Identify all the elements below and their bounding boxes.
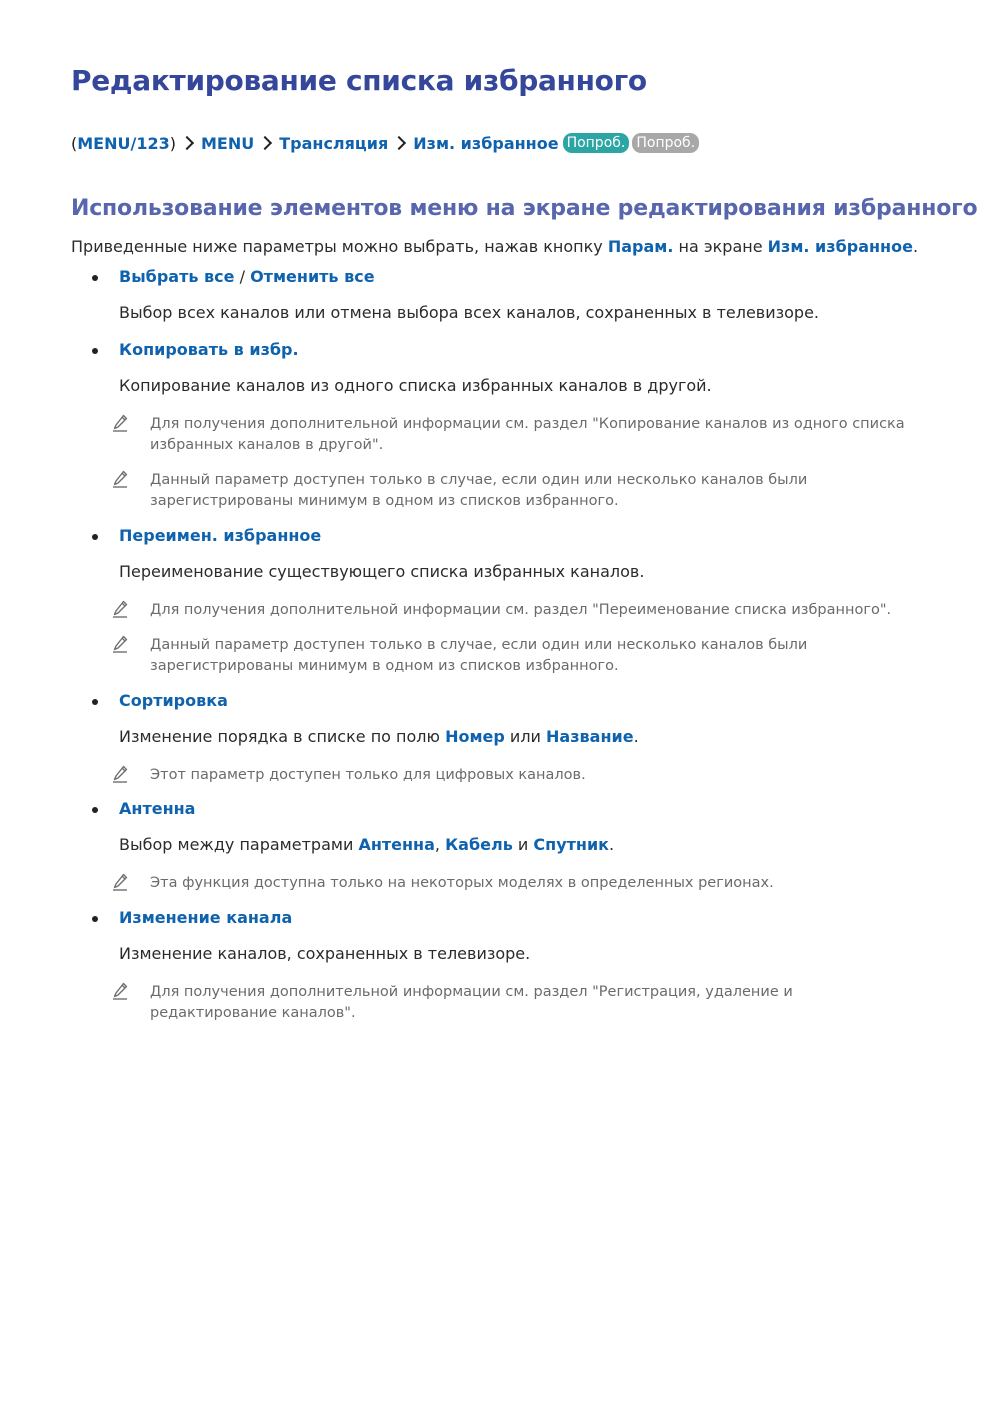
item-edit-channel-note-1: Для получения дополнительной информации см. раздел "Регистрация, удаление и редактирование каналов".: [150, 984, 793, 1021]
path-open-paren: (: [71, 133, 78, 153]
menu-path: [71, 133, 699, 153]
item-select-all-desc: Выбор всех каналов или отмена выбора всех каналов, сохраненных в телевизоре.: [119, 303, 820, 322]
pencil-note-icon: [112, 600, 128, 618]
pencil-note-icon: [112, 873, 128, 891]
item-rename-label: Переимен. избранное: [119, 526, 322, 545]
item-select-all-label: Выбрать все / Отменить все: [119, 267, 375, 286]
path-menu: MENU: [200, 133, 255, 153]
item-sort-note-1: Этот параметр доступен только для цифровых каналов.: [150, 767, 586, 783]
item-copy-note-1: Для получения дополнительной информации см. раздел "Копирование каналов из одного списка избранных каналов в другой".: [150, 416, 905, 453]
path-broadcast: Трансляция: [279, 133, 389, 153]
chevron-right-icon: [180, 136, 194, 150]
try-now-button[interactable]: Попроб.: [563, 133, 630, 153]
item-copy-desc: Копирование каналов из одного списка избранных каналов в другой.: [119, 376, 712, 395]
edit-favorites-keyword: Изм. избранное: [767, 237, 913, 256]
pencil-note-icon: [112, 635, 128, 653]
bullet-icon: [92, 807, 98, 813]
satellite-keyword: Спутник: [533, 835, 610, 854]
intro-paragraph: Приведенные ниже параметры можно выбрать, нажав кнопку Парам. на экране Изм. избранное.: [71, 237, 919, 256]
pencil-note-icon: [112, 765, 128, 783]
antenna-keyword: Антенна: [358, 835, 435, 854]
section-title: Использование элементов меню на экране редактирования избранного: [71, 196, 978, 221]
bullet-icon: [92, 916, 98, 922]
item-copy-note-2: Данный параметр доступен только в случае, если один или несколько каналов были зарегистрированы минимум в одном из списков избранного.: [150, 472, 808, 509]
item-sort-desc: Изменение порядка в списке по полю Номер или Название.: [119, 727, 639, 746]
item-rename-desc: Переименование существующего списка избранных каналов.: [119, 562, 645, 581]
item-rename-note-2: Данный параметр доступен только в случае, если один или несколько каналов были зарегистрированы минимум в одном из списков избранного.: [150, 637, 808, 674]
path-close-paren: ): [169, 133, 176, 153]
pencil-note-icon: [112, 982, 128, 1000]
bullet-icon: [92, 348, 98, 354]
item-rename-note-1: Для получения дополнительной информации см. раздел "Переименование списка избранного".: [150, 602, 892, 618]
path-edit-favorites: Изм. избранное: [413, 133, 559, 153]
item-edit-channel-desc: Изменение каналов, сохраненных в телевизоре.: [119, 944, 531, 963]
options-keyword: Парам.: [607, 237, 674, 256]
item-antenna-label: Антенна: [119, 799, 196, 818]
page-title: Редактирование списка избранного: [71, 64, 647, 97]
bullet-icon: [92, 534, 98, 540]
cable-keyword: Кабель: [445, 835, 513, 854]
item-copy-label: Копировать в избр.: [119, 340, 299, 359]
bullet-icon: [92, 699, 98, 705]
try-now-button-disabled[interactable]: Попроб.: [632, 133, 699, 153]
path-menu123: MENU/123: [77, 133, 170, 153]
item-antenna-note-1: Эта функция доступна только на некоторых моделях в определенных регионах.: [150, 875, 774, 891]
pencil-note-icon: [112, 470, 128, 488]
item-antenna-desc: Выбор между параметрами Антенна, Кабель и Спутник.: [119, 835, 615, 854]
item-edit-channel-label: Изменение канала: [119, 908, 293, 927]
item-sort-label: Сортировка: [119, 691, 228, 710]
name-keyword: Название: [546, 727, 634, 746]
number-keyword: Номер: [445, 727, 505, 746]
chevron-right-icon: [258, 136, 272, 150]
chevron-right-icon: [392, 136, 406, 150]
bullet-icon: [92, 275, 98, 281]
pencil-note-icon: [112, 414, 128, 432]
